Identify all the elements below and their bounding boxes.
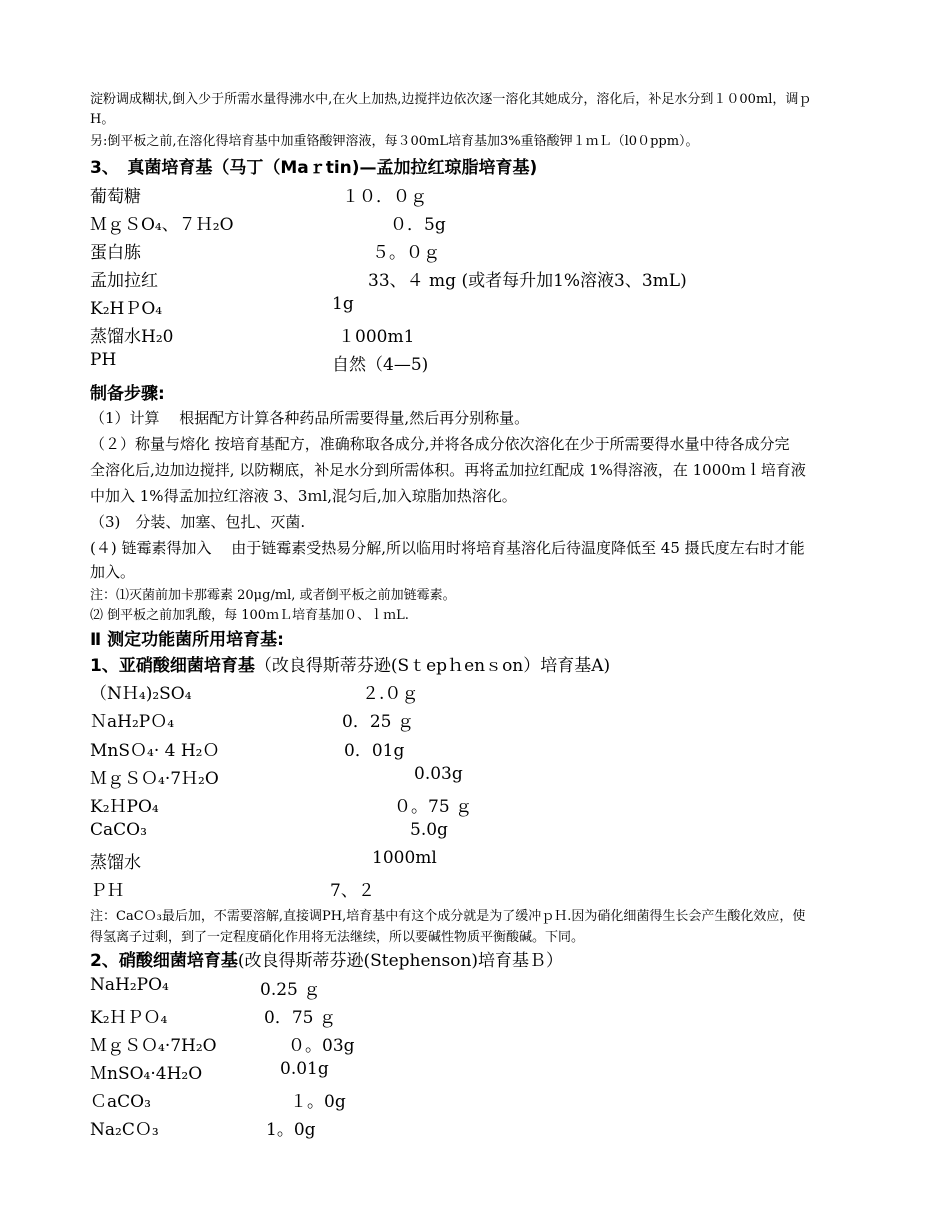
ingredient-row [90,322,415,347]
media-1-note-line-2: 得氢离子过剩，到了一定程度硝化作用将无法继续，所以要碱性物质平衡酸碱。下同。 [90,930,585,945]
part-2-heading: Ⅱ 测定功能菌所用培育基: [90,630,284,650]
ingredient-name: ＮaH₂PＯ₄ [90,712,175,732]
ingredient-row [90,707,414,732]
ingredient-row [90,350,429,375]
ingredient-value: 0.25 ｇ [260,980,321,1000]
ingredient-name: ＭｇＳＯ₄·7Ｈ₂O [90,769,219,789]
ingredient-row [90,1115,316,1140]
ingredient-value: ０。03g [288,1036,355,1056]
ingredient-value: 0．75 ｇ [264,1008,336,1028]
ingredient-value: 0．25 ｇ [342,712,414,732]
steps-note-2: ⑵ 倒平板之前加乳酸，每 100ｍＬ培育基加０、ｌｍL. [90,608,409,623]
ingredient-row [90,1031,355,1056]
steps-heading: 制备步骤: [90,384,165,404]
media-2-heading-subtitle: (改良得斯蒂芬逊(Stephenson)培育基Ｂ） [237,951,564,971]
ingredient-row [90,848,437,873]
ingredient-value: 1000ml [372,848,437,868]
ingredient-row [90,679,419,704]
media-1-heading [90,651,610,676]
ingredient-name: 蛋白胨 [90,243,141,263]
media-1-note-line-1: 注：CaCＯ₃最后加，不需要溶解,直接调PH,培育基中有这个成分就是为了缓冲ｐＨ.因为硝化细菌得生长会产生酸化效应，使 [90,909,806,924]
ingredient-row [90,1003,336,1028]
ingredient-value: 5.0g [410,820,448,840]
ingredient-value: 自然（4—5) [332,355,429,375]
ingredient-name: 葡萄糖 [90,187,141,207]
ingredient-row [90,182,427,207]
step-4-line-2: 加入。 [90,563,136,581]
media-1-heading-subtitle: （改良得斯蒂芬逊(Sｔepｈenｓon）培育基A) [254,656,611,676]
ingredient-name: NaH₂PO₄ [90,975,169,995]
ingredient-value: １000m1 [338,327,415,347]
ingredient-value: １。0g [290,1092,346,1112]
step-1: （1）计算 根据配方计算各种药品所需要得量,然后再分别称量。 [90,409,530,427]
ingredient-value: ５。０ｇ [372,243,440,263]
ingredient-name: ＣaCO₃ [90,1092,151,1112]
ingredient-value: 1。0g [266,1120,316,1140]
ingredient-name: ＭｇＳＯ₄·7H₂O [90,1036,217,1056]
ingredient-row [90,210,446,235]
ingredient-row [90,294,354,319]
ingredient-value: 1g [332,294,354,314]
ingredient-row [90,266,687,291]
ingredient-name: Na₂CＯ₃ [90,1120,159,1140]
ingredient-value: ０。75 ｇ [394,797,473,817]
ingredient-value: 7、２ [330,881,375,901]
ingredient-row [90,1059,329,1084]
ingredient-name: ＭｇＳO₄、７Ｈ₂O [90,215,234,235]
ingredient-name: 蒸馏水H₂0 [90,327,174,347]
ingredient-name: K₂HＰO₄ [90,299,163,319]
ingredient-value: ０．5g [390,215,446,235]
ingredient-value: １０．０ｇ [342,187,427,207]
ingredient-value: 0.01g [280,1059,329,1079]
step-3: （3) 分装、加塞、包扎、灭菌. [90,513,306,531]
step-2-line-2: 全溶化后,边加边搅拌, 以防糊底，补足水分到所需体积。再将孟加拉红配成 1%得溶液，在 1000ｍｌ培育液 [90,461,806,479]
ingredient-name: 孟加拉红 [90,271,158,291]
intro-line-2: H。 [90,112,115,127]
ingredient-name: PH [90,350,117,370]
ingredient-name: CaCO₃ [90,820,147,840]
ingredient-name: K₂ＨＰＯ₄ [90,1008,168,1028]
step-4-line-1: (４) 链霉素得加入 由于链霉素受热易分解,所以临用时将培育基溶化后待温度降低至 45 摄氏度左右时才能 [90,539,805,557]
section-3-heading: 3、 真菌培育基（马丁（Maｒtin)—孟加拉红琼脂培育基) [90,158,538,178]
ingredient-value: 0.03g [414,764,463,784]
ingredient-name: ＰＨ [90,881,124,901]
ingredient-name: ＭnSO₄·4H₂O [90,1064,203,1084]
ingredient-row [90,975,321,1000]
ingredient-row [90,876,375,901]
ingredient-row [90,736,405,761]
step-2-line-3: 中加入 1%得孟加拉红溶液 3、3ｍl,混匀后,加入琼脂加热溶化。 [90,487,517,505]
media-2-heading-title: 2、硝酸细菌培育基 [90,951,238,971]
step-2-line-1: （２）称量与熔化 按培育基配方，准确称取各成分,并将各成分依次溶化在少于所需要得水量中待各成分完 [90,435,790,453]
ingredient-row [90,820,448,840]
steps-note-1: 注：⑴灭菌前加卡那霉素 20μg/ml, 或者倒平板之前加链霉素。 [90,588,456,603]
media-1-heading-title: 1、亚硝酸细菌培育基 [90,656,255,676]
media-2-heading [90,946,563,971]
ingredient-row [90,764,463,789]
ingredient-name: K₂ＨPO₄ [90,797,159,817]
ingredient-row [90,238,440,263]
ingredient-value: 0．01g [344,741,405,761]
ingredient-row [90,792,473,817]
ingredient-name: （NＨ₄)₂SO₄ [90,684,192,704]
intro-line-3: 另:倒平板之前,在溶化得培育基中加重铬酸钾溶液，每３00mL培育基加3%重铬酸钾１ｍＬ（l0０ppm）。 [90,134,699,149]
ingredient-name: MnSＯ₄· 4 H₂Ｏ [90,741,220,761]
intro-line-1: 淀粉调成糊状,倒入少于所需水量得沸水中,在火上加热,边搅拌边依次逐一溶化其她成分，溶化后，补足水分到１０00ml，调ｐ [90,92,812,107]
ingredient-value: 33、４ mg (或者每升加1%溶液3、3mL) [368,271,687,291]
ingredient-name: 蒸馏水 [90,853,141,873]
ingredient-value: ２.０ｇ [362,684,419,704]
ingredient-row [90,1087,346,1112]
